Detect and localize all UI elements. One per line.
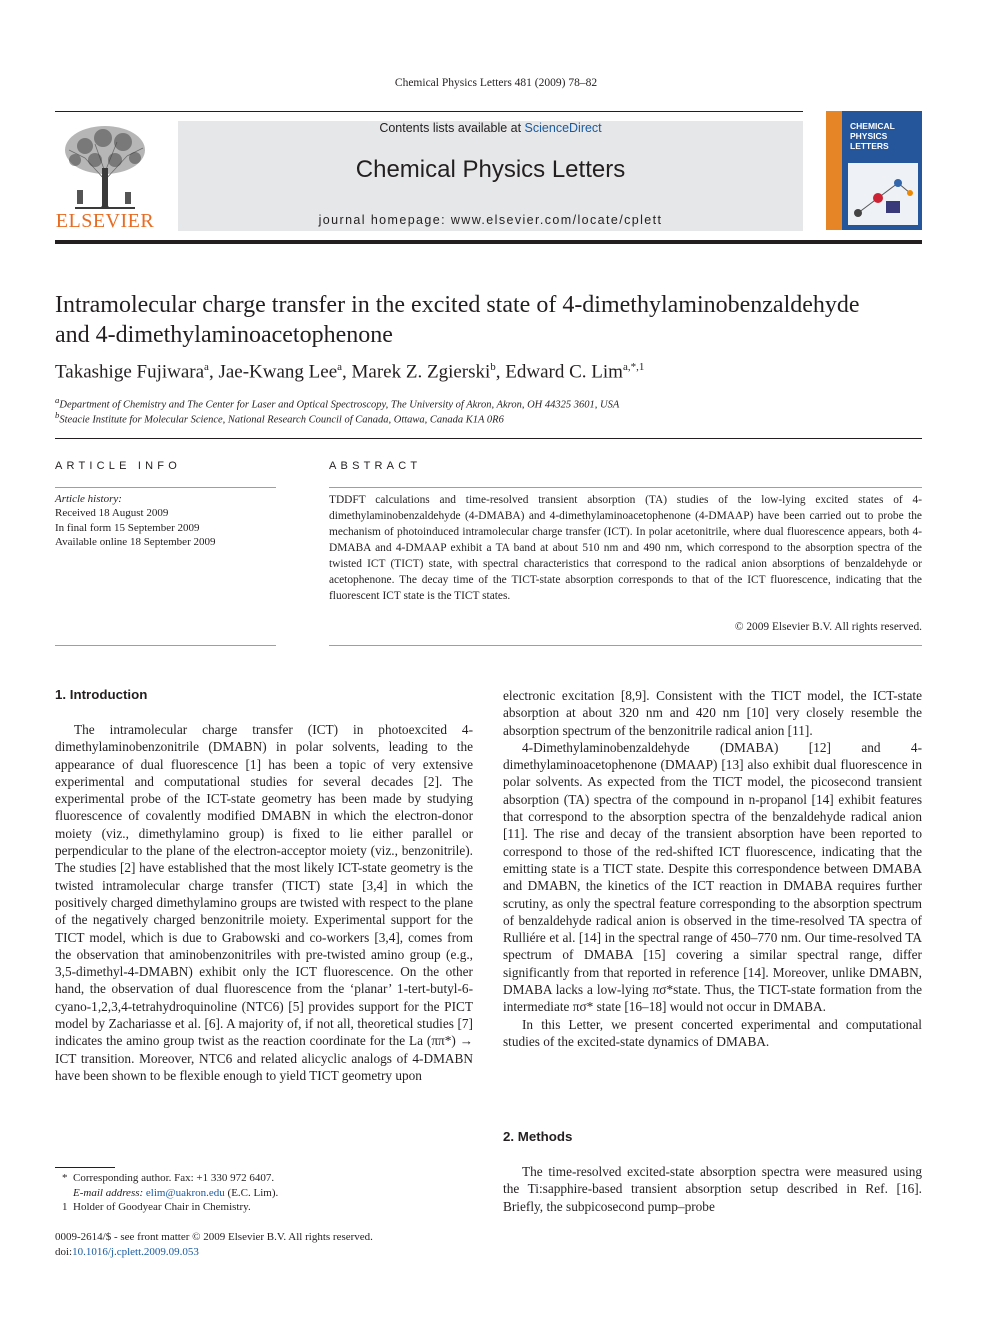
cover-title-line: PHYSICS: [850, 131, 888, 141]
cover-title-line: CHEMICAL: [850, 121, 895, 131]
abstract-text: TDDFT calculations and time-resolved transient absorption (TA) studies of the low-lying excited states of 4-dimethylaminobenzaldehyde (4-DMABA) and 4-dimethylaminoacetophenone (4-DMAAP) have been carried out to probe the mechanism of photoinduced intramolecular charge transfer (ICT). In polar acetonitrile, where dual fluorescence appears, both 4-DMABA and 4-DMAAP exhibit a TA band at about 510 nm and 490 nm, which correspond to the absorption spectra of the twisted ICT (TICT) state, with spectral characteristics that correspond to the radical anion absorptions of benzaldehyde or acetophenone. The decay time of the TICT-state absorption corresponds to that of the ICT fluorescence, indicating that the fluorescent ICT state is the TICT states.: [329, 494, 922, 602]
footnote-mark: 1: [62, 1201, 68, 1213]
doi-line: [55, 1245, 475, 1260]
author-affil-mark: a: [204, 361, 209, 373]
footnote-1: [55, 1200, 475, 1215]
history-final-form: In final form 15 September 2009: [55, 521, 200, 534]
history-online: Available online 18 September 2009: [55, 535, 216, 548]
email-label: E-mail address:: [73, 1186, 146, 1199]
body-column-right: [503, 687, 922, 1050]
cover-title-line: LETTERS: [850, 141, 889, 151]
doi-label: doi:: [55, 1246, 73, 1258]
history-received: Received 18 August 2009: [55, 507, 169, 520]
journal-cover-thumbnail: [826, 111, 922, 230]
journal-reference: Chemical Physics Letters 481 (2009) 78–82: [394, 77, 598, 89]
body-column-right-methods: [503, 1163, 922, 1215]
doi-link[interactable]: 10.1016/j.cplett.2009.09.053: [72, 1246, 199, 1258]
author-name: Takashige Fujiwara: [55, 361, 205, 383]
paragraph: The intramolecular charge transfer (ICT) in photoexcited 4-dimethylaminobenzonitrile (DMABN) in polar solvents, leading to the appearance of dual fluorescence [1] has been a topic of very extensive experimental and computational studies for several decades [2]. The experimental probe of the ICT-state geometry has been made by studying fluorescence of covalently modified DMABN in which the electron-donor moiety (viz., dimethylamino group) is fixed to lie either parallel or perpendicular to the plane of the electron-acceptor moiety (viz., benzonitrile). The studies [2] have established that the most likely ICT-state geometry is the twisted intramolecular charge transfer (TICT) state [3,4] in which the positively charged dimethylamino groups are twisted with respect to the plane of the negatively charged benzonitrile moiety. Experimental support for the TICT model, which is due to Grabowski and co-workers [3,4], comes from the observation that aminobenzonitriles with pre-twisted amino group (e.g., 3,5-dimethyl-4-DMABN) exhibit only the ICT fluorescence. On the other hand, the observation of dual fluorescence from the ‘planar’ 1-tert-butyl-6-cyano-1,2,3,4-tetrahydroquinoline (NTC6) [5] provides support for the PICT model by Zachariasse et al. [6]. A majority of, if not all, theoretical studies [7] indicates the amino group twist as the reaction coordinate for the La (ππ*) → ICT transition. Moreover, NTC6 and related alicyclic analogs of 4-DMABN have been shown to be flexible enough to yield TICT geometry upon: [55, 722, 473, 1083]
footnotes: [55, 1171, 475, 1215]
header-thick-rule: [55, 240, 922, 244]
article-info-heading: ARTICLE INFO: [55, 460, 181, 472]
article-history: [55, 492, 276, 549]
author-affil-mark: a,*,1: [622, 361, 645, 373]
article-title: [55, 290, 935, 350]
title-rule: [55, 438, 922, 439]
molecule-icon: [848, 163, 918, 225]
cover-illustration: [848, 163, 918, 225]
info-rule: [55, 487, 276, 488]
paragraph: In this Letter, we present concerted experimental and computational studies of the excited-state dynamics of DMABA.: [503, 1016, 922, 1049]
body-column-left: [55, 721, 473, 1084]
title-line: Intramolecular charge transfer in the excited state of 4-dimethylaminobenzaldehyde: [55, 292, 860, 318]
abstract-rule-bottom: [329, 645, 922, 646]
email-link[interactable]: elim@uakron.edu: [145, 1186, 225, 1199]
abstract-heading: ABSTRACT: [329, 460, 422, 472]
cover-title: [850, 121, 895, 151]
footnote-text: Corresponding author. Fax: +1 330 972 6407.: [73, 1172, 275, 1184]
affiliation: [55, 410, 935, 426]
contents-prefix: Contents lists available at: [379, 121, 525, 135]
section-heading: 1. Introduction: [55, 687, 148, 702]
contents-line: [178, 121, 803, 135]
tree-icon: [55, 120, 155, 212]
info-rule-bottom: [55, 645, 276, 646]
cover-strip: [826, 111, 842, 230]
history-label: Article history:: [55, 493, 122, 505]
footnote-email: [55, 1186, 475, 1201]
paragraph: The time-resolved excited-state absorption spectra were measured using the Ti:sapphire-based transient absorption setup described in Ref. [16]. Briefly, the subpicosecond pump–probe: [503, 1164, 922, 1214]
footnote-mark: *: [62, 1172, 68, 1184]
sciencedirect-link[interactable]: ScienceDirect: [524, 121, 602, 135]
author-name: Edward C. Lim: [505, 361, 623, 383]
affiliation-mark: a: [55, 395, 60, 405]
author-name: Jae-Kwang Lee: [218, 361, 338, 383]
title-line: and 4-dimethylaminoacetophenone: [55, 322, 393, 348]
author-affil-mark: a: [337, 361, 343, 373]
front-matter-info: [55, 1230, 475, 1260]
issn-line: 0009-2614/$ - see front matter © 2009 Elsevier B.V. All rights reserved.: [55, 1231, 373, 1243]
author-affil-mark: b: [490, 361, 496, 373]
footnote-corresponding: [55, 1171, 475, 1186]
section-heading: 2. Methods: [503, 1129, 573, 1144]
abstract-copyright: © 2009 Elsevier B.V. All rights reserved.: [734, 621, 922, 633]
paragraph: electronic excitation [8,9]. Consistent with the TICT model, the ICT-state absorption at about 320 nm and 420 nm [10] very closely resemble the absorption spectrum of the benzonitrile radical anion [11].: [503, 688, 922, 738]
abstract-rule: [329, 487, 922, 488]
email-suffix: (E.C. Lim).: [224, 1186, 279, 1199]
journal-name: Chemical Physics Letters: [355, 156, 626, 183]
affiliation: [55, 395, 935, 411]
journal-homepage[interactable]: journal homepage: www.elsevier.com/locate/cplett: [318, 213, 663, 227]
header-rule: [55, 111, 803, 112]
elsevier-wordmark: ELSEVIER: [55, 210, 155, 232]
affiliation-text: Steacie Institute for Molecular Science, National Research Council of Canada, Ottawa, Canada K1A 0R6: [59, 414, 504, 426]
affiliation-mark: b: [55, 410, 60, 420]
paragraph: 4-Dimethylaminobenzaldehyde (DMABA) [12] and 4-dimethylaminoacetophenone (DMAAP) [13] also exhibit dual fluorescence in polar solvents. As expected from the TICT model, the picosecond transient absorption (TA) spectra of the compound in n-propanol [14] exhibit features that correspond to the absorption spectra of the benzaldehyde radical anion [11]. The rise and decay of the transient absorption have been reported to correspond to those of the red-shifted ICT fluorescence, indicating that the emitting state is a TICT state. Despite this correspondence between DMABA and DMABN, the kinetics of the ICT reaction in DMABA requires further scrutiny, as only the spectral feature corresponding to the absorption spectrum of benzaldehyde radical anion is observed in the time-resolved TA spectra of Rulliére et al. [14] in the spectral range of 450–770 nm. Our time-resolved TA spectrum of DMABA [15] covering a similar spectral range, differ significantly from that reported in reference [14]. Moreover, unlike DMABN, DMABA lacks a low-lying πσ*state. Thus, the TICT-state formation from the intermediate πσ* state [16–18] would not occur in DMABA.: [503, 739, 922, 1015]
footnote-text: Holder of Goodyear Chair in Chemistry.: [73, 1201, 251, 1213]
footnote-rule: [55, 1167, 115, 1168]
author-name: Marek Z. Zgierski: [351, 361, 491, 383]
author-list: Takashige Fujiwara$^a$, Jae-Kwang Lee$^a$, Marek Z. Zgierski$^b$, Edward C. Lim$^{a,*,1}$: [55, 361, 645, 383]
affiliation-text: Department of Chemistry and The Center for Laser and Optical Spectroscopy, The University of Akron, Akron, OH 44325 3601, USA: [59, 399, 620, 411]
